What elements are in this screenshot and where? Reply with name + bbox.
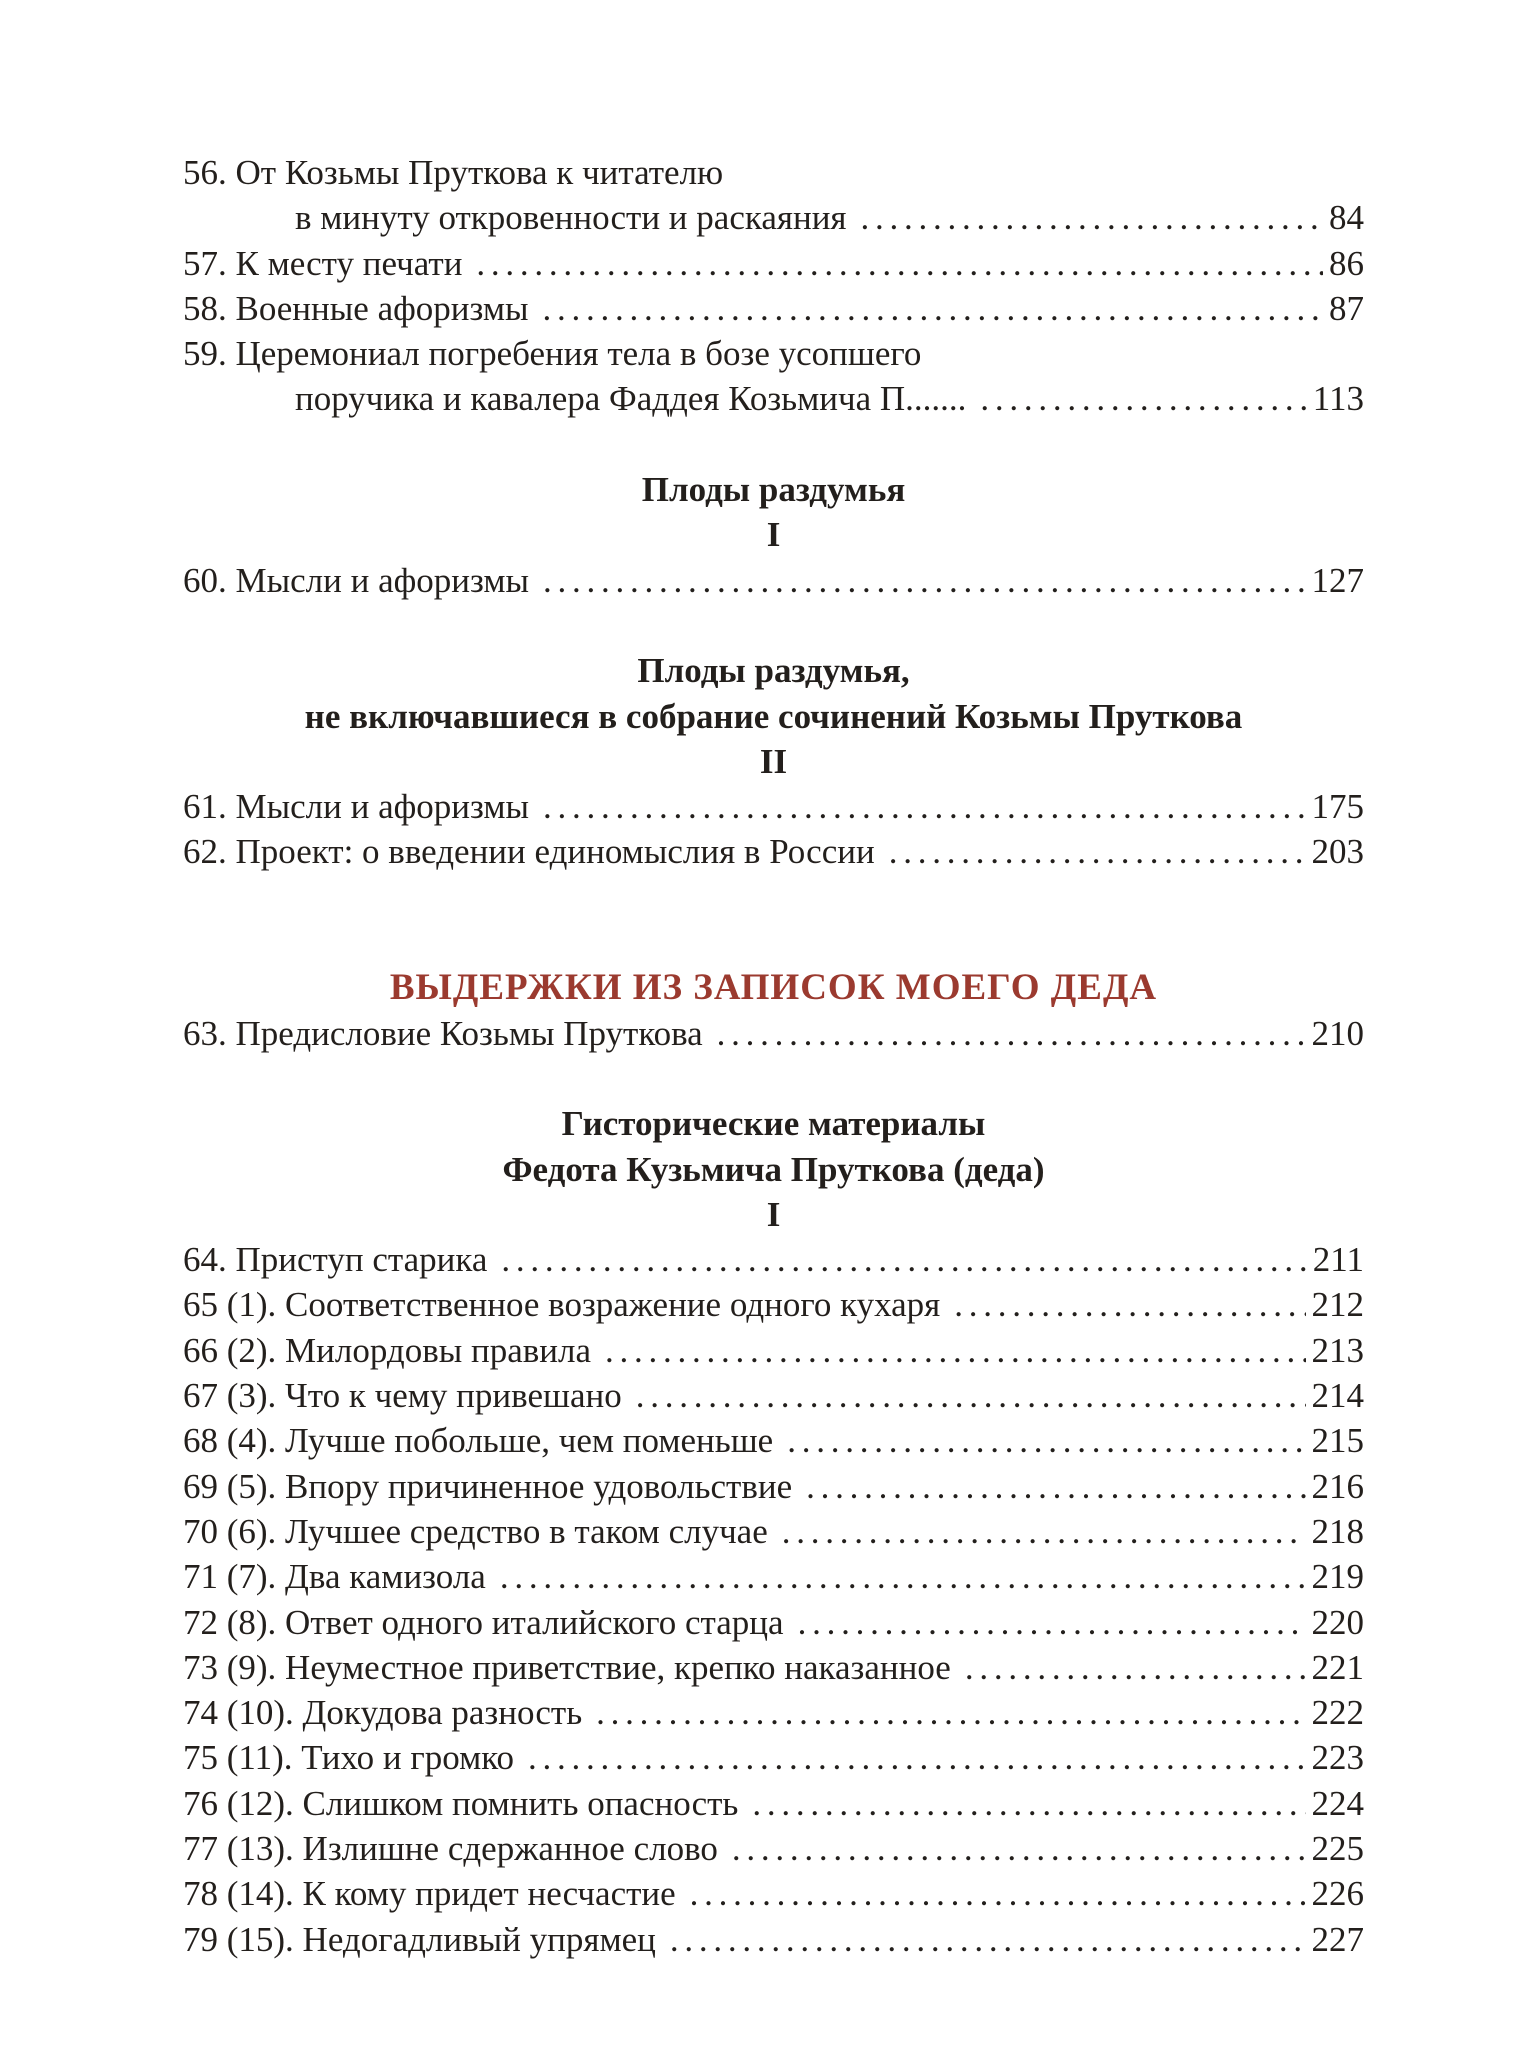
entry-title: 72 (8). Ответ одного италийского старца (183, 1602, 784, 1642)
subsection-heading: I (766, 515, 781, 555)
toc-entry[interactable] (183, 376, 1364, 421)
blank-line (183, 1056, 1364, 1101)
entry-title: 68 (4). Лучше побольше, чем поменьше (183, 1421, 774, 1461)
blank-line (183, 422, 1364, 467)
page-number: 218 (1311, 1511, 1364, 1551)
dot-leader (501, 1237, 1306, 1282)
dot-leader (596, 1690, 1305, 1735)
dot-leader (889, 829, 1306, 874)
dot-leader (528, 1735, 1306, 1780)
entry-title: 57. К месту печати (183, 243, 463, 283)
page-number: 214 (1311, 1376, 1364, 1416)
entry-title: 62. Проект: о введении единомыслия в России (183, 832, 875, 872)
subsection-heading: Гисторические материалы (561, 1104, 986, 1144)
subsection-heading: I (766, 1194, 781, 1234)
dot-leader (732, 1826, 1306, 1871)
page-number: 213 (1311, 1330, 1364, 1370)
entry-title: поручика и кавалера Фаддея Козьмича П....... (295, 379, 967, 419)
toc-entry[interactable] (183, 1645, 1364, 1690)
entry-title: 71 (7). Два камизола (183, 1557, 486, 1597)
dot-leader (636, 1373, 1306, 1418)
dot-leader (500, 1554, 1306, 1599)
toc-entry[interactable] (183, 1509, 1364, 1554)
page-number: 215 (1311, 1421, 1364, 1461)
page-number: 212 (1311, 1285, 1364, 1325)
entry-title: 60. Мысли и афоризмы (183, 560, 530, 600)
page-number: 224 (1311, 1783, 1364, 1823)
page-number: 175 (1311, 787, 1364, 827)
dot-leader (543, 558, 1305, 603)
dot-leader (543, 286, 1323, 331)
toc-entry[interactable] (183, 1554, 1364, 1599)
page-number: 225 (1311, 1828, 1364, 1868)
page-number: 223 (1311, 1738, 1364, 1778)
toc-entry[interactable] (183, 1871, 1364, 1916)
toc-entry[interactable] (183, 1600, 1364, 1645)
toc-entry[interactable] (183, 1917, 1364, 1962)
subsection-heading: II (759, 741, 788, 781)
toc-entry[interactable] (183, 1011, 1364, 1056)
entry-title: 69 (5). Впору причиненное удовольствие (183, 1466, 793, 1506)
page-number: 222 (1311, 1693, 1364, 1733)
subsection-heading: Плоды раздумья (641, 470, 906, 510)
entry-title: 79 (15). Недогадливый упрямец (183, 1919, 656, 1959)
entry-title: 65 (1). Соответственное возражение одного кухаря (183, 1285, 941, 1325)
page-number: 84 (1329, 198, 1364, 238)
dot-leader (980, 376, 1306, 421)
entry-title: 59. Церемониал погребения тела в бозе усопшего (183, 334, 922, 374)
entry-title: 75 (11). Тихо и громко (183, 1738, 514, 1778)
dot-leader (798, 1600, 1306, 1645)
dot-leader (861, 195, 1323, 240)
toc-entry[interactable] (183, 1735, 1364, 1780)
dot-leader (670, 1917, 1306, 1962)
subsection-heading: не включавшиеся в собрание сочинений Козьмы Пруткова (304, 696, 1243, 736)
toc-entry[interactable] (183, 784, 1364, 829)
toc-entry[interactable] (183, 1373, 1364, 1418)
table-of-contents (183, 150, 1364, 1962)
entry-title: 78 (14). К кому придет несчастие (183, 1874, 676, 1914)
page-number: 210 (1311, 1013, 1364, 1053)
entry-title: 56. От Козьмы Пруткова к читателю (183, 153, 724, 192)
dot-leader (717, 1011, 1306, 1056)
entry-title: 76 (12). Слишком помнить опасность (183, 1783, 739, 1823)
dot-leader (543, 784, 1305, 829)
section-heading: ВЫДЕРЖКИ ИЗ ЗАПИСОК МОЕГО ДЕДА (389, 967, 1158, 1009)
toc-entry[interactable] (183, 558, 1364, 603)
toc-entry[interactable] (183, 1237, 1364, 1282)
toc-entry[interactable] (183, 286, 1364, 331)
entry-title: 77 (13). Излишне сдержанное слово (183, 1828, 718, 1868)
entry-title: 58. Военные афоризмы (183, 288, 529, 328)
page-number: 226 (1311, 1874, 1364, 1914)
dot-leader (782, 1509, 1306, 1554)
entry-title: 73 (9). Неуместное приветствие, крепко наказанное (183, 1647, 951, 1687)
entry-title: 64. Приступ старика (183, 1240, 488, 1280)
page-number: 216 (1311, 1466, 1364, 1506)
entry-title: в минуту откровенности и раскаяния (295, 198, 847, 238)
page-number: 203 (1311, 832, 1364, 872)
dot-leader (787, 1418, 1305, 1463)
toc-entry[interactable] (183, 1826, 1364, 1871)
page-number: 87 (1329, 288, 1364, 328)
toc-entry[interactable] (183, 150, 1364, 195)
entry-title: 70 (6). Лучшее средство в таком случае (183, 1511, 768, 1551)
page-number: 221 (1311, 1647, 1364, 1687)
dot-leader (605, 1328, 1305, 1373)
toc-entry[interactable] (183, 1282, 1364, 1327)
entry-title: 67 (3). Что к чему привешано (183, 1376, 622, 1416)
entry-title: 63. Предисловие Козьмы Пруткова (183, 1013, 703, 1053)
subsection-heading: Плоды раздумья, (637, 651, 910, 691)
toc-entry[interactable] (183, 1418, 1364, 1463)
page-number: 227 (1311, 1919, 1364, 1959)
toc-entry[interactable] (183, 1781, 1364, 1826)
dot-leader (965, 1645, 1306, 1690)
blank-line (183, 875, 1364, 920)
toc-entry[interactable] (183, 331, 1364, 376)
toc-entry[interactable] (183, 195, 1364, 240)
toc-entry[interactable] (183, 1464, 1364, 1509)
entry-title: 66 (2). Милордовы правила (183, 1330, 592, 1370)
page-number: 220 (1311, 1602, 1364, 1642)
dot-leader (752, 1781, 1305, 1826)
page-number: 211 (1312, 1240, 1364, 1280)
page-number: 113 (1312, 379, 1364, 419)
blank-line (183, 920, 1364, 965)
toc-entry[interactable] (183, 829, 1364, 874)
dot-leader (954, 1282, 1305, 1327)
dot-leader (806, 1464, 1305, 1509)
dot-leader (690, 1871, 1306, 1916)
entry-title: 61. Мысли и афоризмы (183, 787, 530, 827)
entry-title: 74 (10). Докудова разность (183, 1693, 583, 1733)
toc-entry[interactable] (183, 241, 1364, 286)
page-number: 86 (1329, 243, 1364, 283)
dot-leader (476, 241, 1323, 286)
subsection-heading: Федота Кузьмича Пруткова (деда) (502, 1149, 1045, 1189)
page-number: 219 (1311, 1557, 1364, 1597)
page-number: 127 (1311, 560, 1364, 600)
blank-line (183, 603, 1364, 648)
toc-entry[interactable] (183, 1690, 1364, 1735)
toc-entry[interactable] (183, 1328, 1364, 1373)
